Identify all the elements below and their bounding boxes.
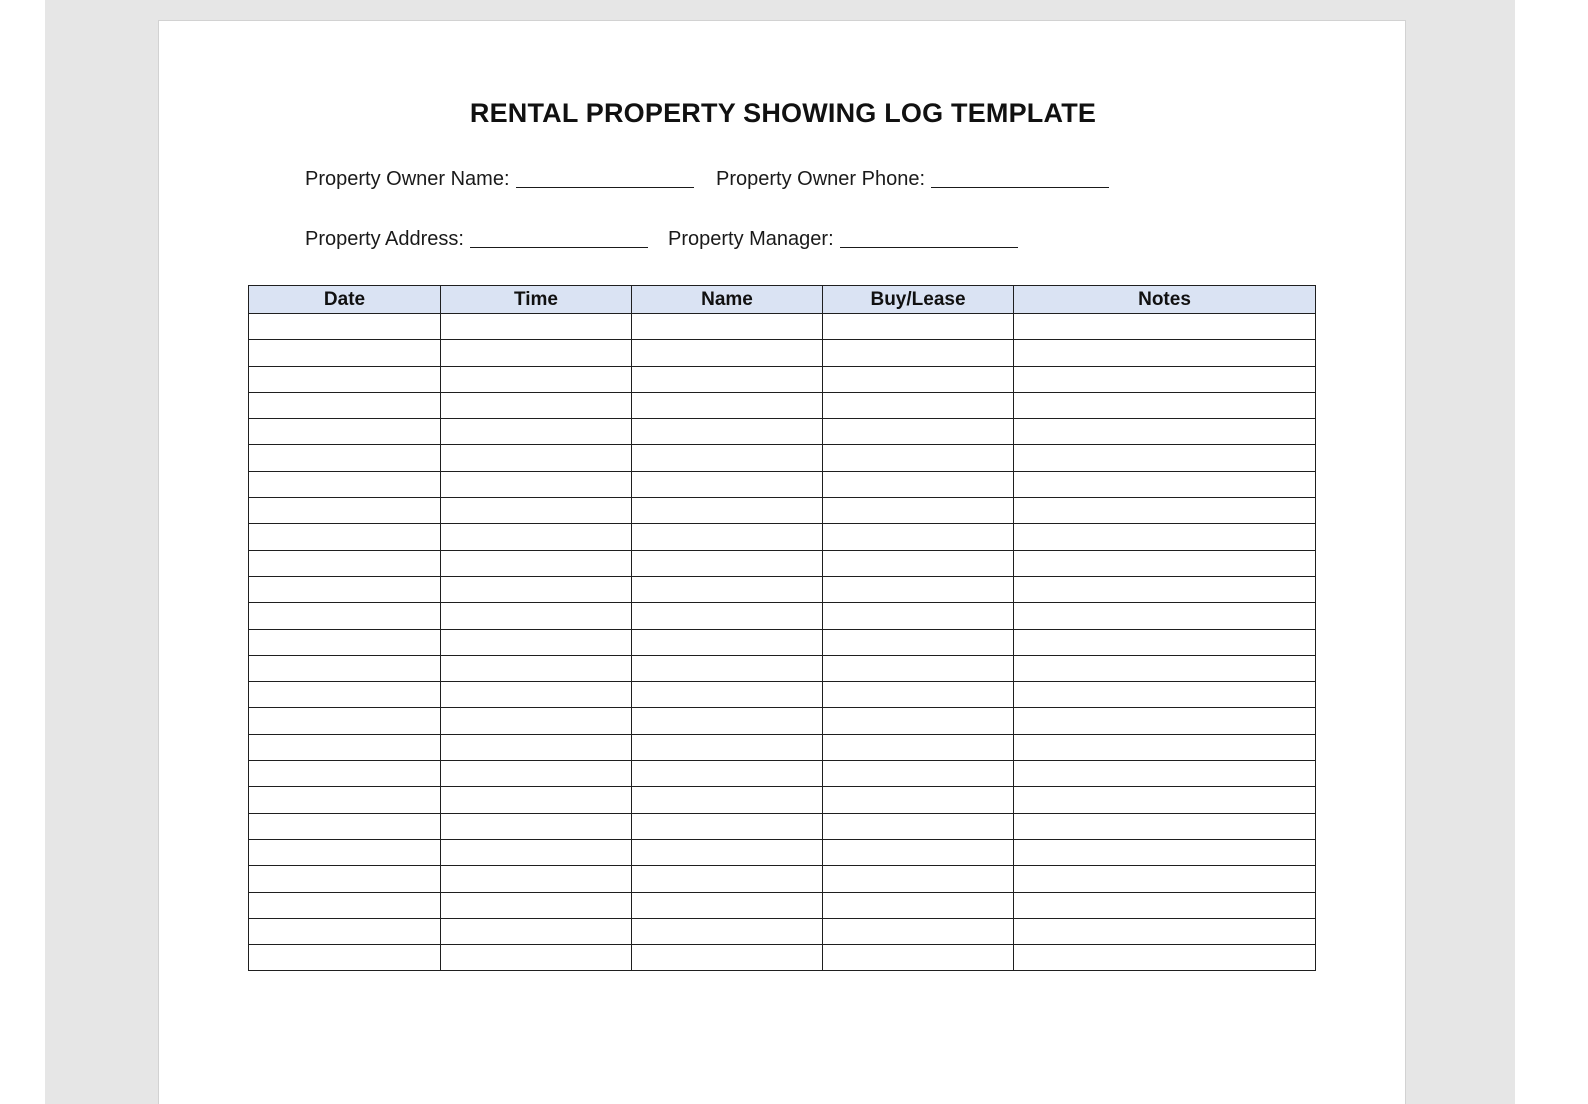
table-header-row	[249, 286, 1316, 314]
table-row	[249, 445, 1316, 471]
table-cell-name[interactable]	[632, 471, 823, 497]
table-cell-notes[interactable]	[1014, 918, 1316, 944]
table-cell-buy-lease[interactable]	[823, 945, 1014, 971]
table-cell-date[interactable]	[249, 550, 441, 576]
table-cell-time[interactable]	[441, 576, 632, 602]
table-cell-buy-lease[interactable]	[823, 419, 1014, 445]
table-cell-date[interactable]	[249, 866, 441, 892]
table-row	[249, 839, 1316, 865]
table-row	[249, 314, 1316, 340]
table-cell-buy-lease[interactable]	[823, 576, 1014, 602]
table-cell-buy-lease[interactable]	[823, 603, 1014, 629]
table-cell-buy-lease[interactable]	[823, 892, 1014, 918]
showing-log-table	[248, 285, 1316, 971]
owner-phone-label: Property Owner Phone:	[716, 168, 925, 190]
table-cell-buy-lease[interactable]	[823, 813, 1014, 839]
table-cell-notes[interactable]	[1014, 708, 1316, 734]
table-cell-name[interactable]	[632, 576, 823, 602]
table-cell-buy-lease[interactable]	[823, 471, 1014, 497]
table-cell-notes[interactable]	[1014, 524, 1316, 550]
column-header-date: Date	[249, 286, 441, 314]
table-row	[249, 813, 1316, 839]
table-cell-buy-lease[interactable]	[823, 366, 1014, 392]
table-cell-name[interactable]	[632, 708, 823, 734]
table-cell-date[interactable]	[249, 787, 441, 813]
table-cell-time[interactable]	[441, 392, 632, 418]
table-cell-buy-lease[interactable]	[823, 734, 1014, 760]
table-cell-notes[interactable]	[1014, 682, 1316, 708]
table-cell-name[interactable]	[632, 314, 823, 340]
table-cell-notes[interactable]	[1014, 603, 1316, 629]
table-cell-time[interactable]	[441, 655, 632, 681]
property-address-field	[305, 228, 648, 251]
table-cell-name[interactable]	[632, 603, 823, 629]
table-cell-notes[interactable]	[1014, 655, 1316, 681]
table-cell-notes[interactable]	[1014, 839, 1316, 865]
table-row	[249, 550, 1316, 576]
table-row	[249, 340, 1316, 366]
table-row	[249, 708, 1316, 734]
table-cell-time[interactable]	[441, 892, 632, 918]
table-cell-buy-lease[interactable]	[823, 839, 1014, 865]
table-row	[249, 918, 1316, 944]
table-cell-notes[interactable]	[1014, 945, 1316, 971]
table-cell-date[interactable]	[249, 655, 441, 681]
table-cell-buy-lease[interactable]	[823, 761, 1014, 787]
table-cell-name[interactable]	[632, 655, 823, 681]
page-title: RENTAL PROPERTY SHOWING LOG TEMPLATE	[469, 98, 1097, 128]
table-cell-notes[interactable]	[1014, 445, 1316, 471]
table-row	[249, 945, 1316, 971]
table-row	[249, 603, 1316, 629]
table-cell-date[interactable]	[249, 603, 441, 629]
table-cell-notes[interactable]	[1014, 366, 1316, 392]
table-row	[249, 471, 1316, 497]
property-address-label: Property Address:	[305, 228, 464, 250]
table-cell-name[interactable]	[632, 550, 823, 576]
table-cell-name[interactable]	[632, 629, 823, 655]
table-row	[249, 419, 1316, 445]
column-header-notes: Notes	[1014, 286, 1316, 314]
table-cell-buy-lease[interactable]	[823, 866, 1014, 892]
property-address-blank-line[interactable]	[470, 229, 648, 248]
table-cell-buy-lease[interactable]	[823, 524, 1014, 550]
table-cell-date[interactable]	[249, 945, 441, 971]
table-cell-notes[interactable]	[1014, 576, 1316, 602]
table-cell-time[interactable]	[441, 524, 632, 550]
table-cell-notes[interactable]	[1014, 813, 1316, 839]
table-cell-time[interactable]	[441, 761, 632, 787]
table-cell-name[interactable]	[632, 866, 823, 892]
owner-name-blank-line[interactable]	[516, 169, 694, 188]
table-cell-time[interactable]	[441, 708, 632, 734]
table-cell-buy-lease[interactable]	[823, 445, 1014, 471]
table-cell-buy-lease[interactable]	[823, 787, 1014, 813]
table-cell-time[interactable]	[441, 340, 632, 366]
table-cell-time[interactable]	[441, 419, 632, 445]
table-cell-time[interactable]	[441, 787, 632, 813]
table-cell-buy-lease[interactable]	[823, 550, 1014, 576]
table-cell-buy-lease[interactable]	[823, 655, 1014, 681]
table-cell-date[interactable]	[249, 918, 441, 944]
table-cell-name[interactable]	[632, 892, 823, 918]
table-cell-date[interactable]	[249, 314, 441, 340]
table-cell-date[interactable]	[249, 392, 441, 418]
table-cell-name[interactable]	[632, 813, 823, 839]
table-row	[249, 392, 1316, 418]
table-body	[249, 314, 1316, 971]
table-cell-buy-lease[interactable]	[823, 340, 1014, 366]
table-cell-date[interactable]	[249, 524, 441, 550]
table-cell-time[interactable]	[441, 918, 632, 944]
table-cell-name[interactable]	[632, 498, 823, 524]
table-row	[249, 498, 1316, 524]
table-cell-notes[interactable]	[1014, 419, 1316, 445]
owner-name-field	[305, 168, 694, 191]
table-cell-notes[interactable]	[1014, 787, 1316, 813]
table-cell-name[interactable]	[632, 524, 823, 550]
table-row	[249, 761, 1316, 787]
table-row	[249, 866, 1316, 892]
table-cell-name[interactable]	[632, 945, 823, 971]
table-cell-buy-lease[interactable]	[823, 629, 1014, 655]
table-cell-notes[interactable]	[1014, 550, 1316, 576]
table-cell-date[interactable]	[249, 839, 441, 865]
table-row	[249, 787, 1316, 813]
table-cell-time[interactable]	[441, 629, 632, 655]
table-cell-time[interactable]	[441, 445, 632, 471]
table-cell-notes[interactable]	[1014, 734, 1316, 760]
table-cell-name[interactable]	[632, 445, 823, 471]
table-cell-date[interactable]	[249, 498, 441, 524]
table-cell-name[interactable]	[632, 419, 823, 445]
table-cell-name[interactable]	[632, 761, 823, 787]
owner-phone-blank-line[interactable]	[931, 169, 1109, 188]
property-manager-blank-line[interactable]	[840, 229, 1018, 248]
table-cell-date[interactable]	[249, 366, 441, 392]
table-cell-date[interactable]	[249, 419, 441, 445]
column-header-name: Name	[632, 286, 823, 314]
table-cell-buy-lease[interactable]	[823, 918, 1014, 944]
table-cell-time[interactable]	[441, 839, 632, 865]
table-row	[249, 892, 1316, 918]
table-cell-notes[interactable]	[1014, 392, 1316, 418]
column-header-buy-lease: Buy/Lease	[823, 286, 1014, 314]
table-cell-name[interactable]	[632, 734, 823, 760]
table-cell-time[interactable]	[441, 945, 632, 971]
table-cell-time[interactable]	[441, 498, 632, 524]
table-row	[249, 682, 1316, 708]
owner-phone-field	[716, 168, 1109, 191]
table-cell-name[interactable]	[632, 839, 823, 865]
table-cell-buy-lease[interactable]	[823, 392, 1014, 418]
table-cell-notes[interactable]	[1014, 761, 1316, 787]
table-cell-date[interactable]	[249, 708, 441, 734]
table-cell-date[interactable]	[249, 629, 441, 655]
table-row	[249, 734, 1316, 760]
table-row	[249, 576, 1316, 602]
table-cell-notes[interactable]	[1014, 340, 1316, 366]
table-cell-date[interactable]	[249, 761, 441, 787]
table-cell-date[interactable]	[249, 734, 441, 760]
table-cell-date[interactable]	[249, 892, 441, 918]
property-manager-label: Property Manager:	[668, 228, 834, 250]
table-cell-buy-lease[interactable]	[823, 682, 1014, 708]
table-cell-name[interactable]	[632, 392, 823, 418]
table-cell-name[interactable]	[632, 682, 823, 708]
table-cell-time[interactable]	[441, 471, 632, 497]
table-cell-notes[interactable]	[1014, 892, 1316, 918]
table-cell-time[interactable]	[441, 866, 632, 892]
table-cell-date[interactable]	[249, 682, 441, 708]
table-cell-date[interactable]	[249, 471, 441, 497]
owner-name-label: Property Owner Name:	[305, 168, 510, 190]
table-cell-time[interactable]	[441, 813, 632, 839]
table-cell-name[interactable]	[632, 340, 823, 366]
table-row	[249, 366, 1316, 392]
table-cell-time[interactable]	[441, 682, 632, 708]
column-header-time: Time	[441, 286, 632, 314]
table-cell-time[interactable]	[441, 314, 632, 340]
table-cell-notes[interactable]	[1014, 498, 1316, 524]
table-cell-notes[interactable]	[1014, 314, 1316, 340]
table-cell-buy-lease[interactable]	[823, 314, 1014, 340]
table-cell-buy-lease[interactable]	[823, 498, 1014, 524]
table-cell-name[interactable]	[632, 787, 823, 813]
table-row	[249, 629, 1316, 655]
table-cell-date[interactable]	[249, 445, 441, 471]
table-cell-notes[interactable]	[1014, 629, 1316, 655]
table-cell-date[interactable]	[249, 340, 441, 366]
table-cell-time[interactable]	[441, 366, 632, 392]
table-cell-name[interactable]	[632, 918, 823, 944]
table-cell-time[interactable]	[441, 603, 632, 629]
table-cell-date[interactable]	[249, 576, 441, 602]
table-row	[249, 655, 1316, 681]
table-cell-date[interactable]	[249, 813, 441, 839]
property-manager-field	[668, 228, 1018, 251]
table-cell-time[interactable]	[441, 734, 632, 760]
table-cell-time[interactable]	[441, 550, 632, 576]
table-cell-notes[interactable]	[1014, 866, 1316, 892]
table-cell-notes[interactable]	[1014, 471, 1316, 497]
table-row	[249, 524, 1316, 550]
table-cell-buy-lease[interactable]	[823, 708, 1014, 734]
table-cell-name[interactable]	[632, 366, 823, 392]
